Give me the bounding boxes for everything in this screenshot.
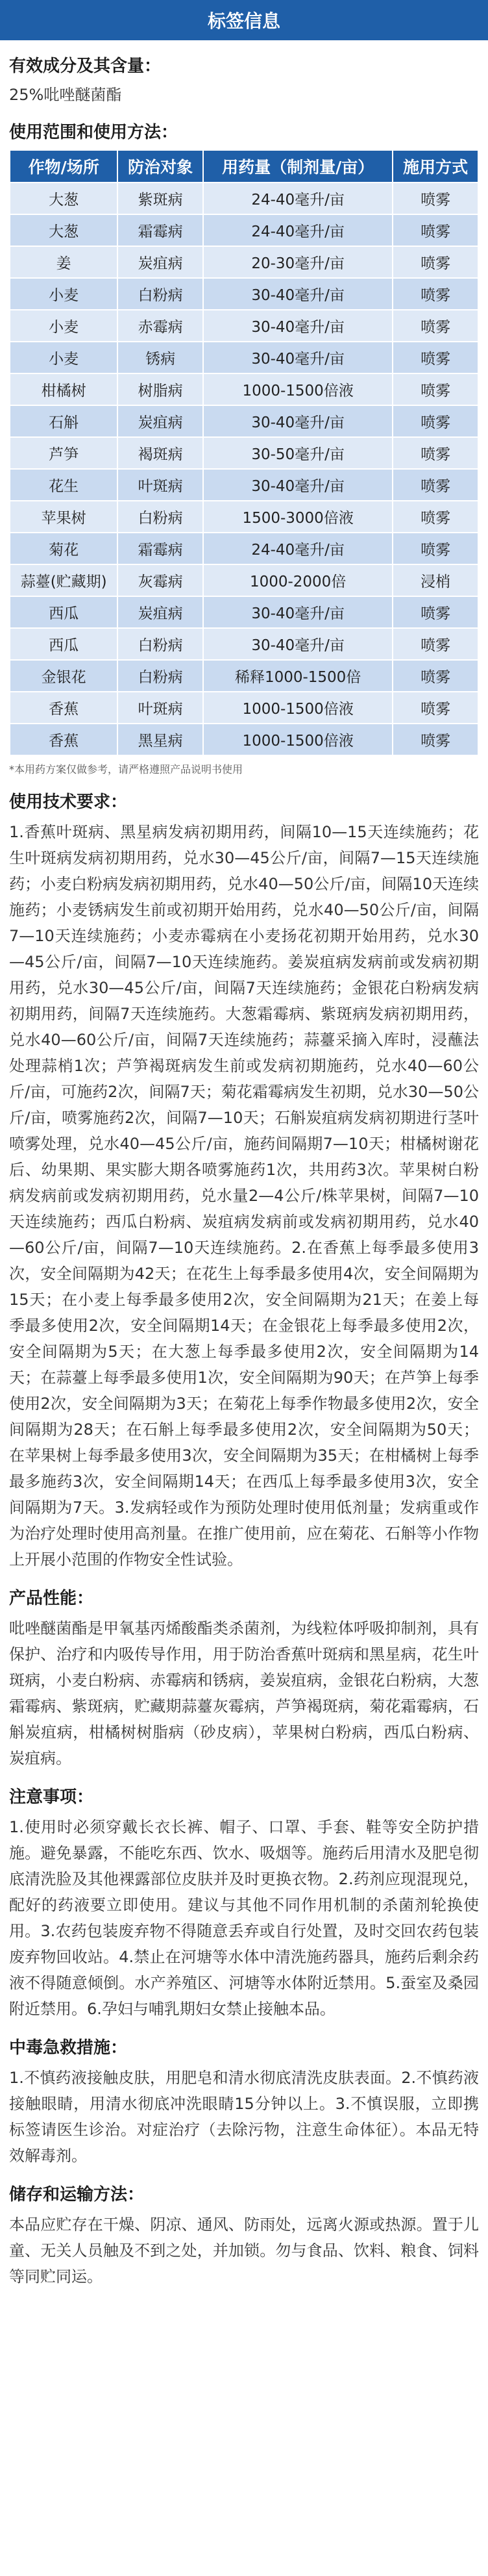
table-cell: 菊花 xyxy=(10,533,117,564)
table-cell: 叶斑病 xyxy=(117,469,203,501)
table-cell: 浸梢 xyxy=(393,564,478,596)
table-cell: 树脂病 xyxy=(117,373,203,405)
table-cell: 小麦 xyxy=(10,278,117,310)
table-cell: 花生 xyxy=(10,469,117,501)
table-cell: 喷雾 xyxy=(393,310,478,342)
table-cell: 24-40毫升/亩 xyxy=(203,183,393,214)
table-row xyxy=(10,405,478,437)
storage-title: 储存和运输方法： xyxy=(9,2185,145,2204)
table-cell: 紫斑病 xyxy=(117,183,203,214)
table-cell: 喷雾 xyxy=(393,596,478,628)
table-cell: 香蕉 xyxy=(10,724,117,755)
table-cell: 叶斑病 xyxy=(117,692,203,724)
table-cell: 赤霉病 xyxy=(117,310,203,342)
table-cell: 灰霉病 xyxy=(117,564,203,596)
usage-title: 使用范围和使用方法： xyxy=(9,123,178,142)
table-row xyxy=(10,278,478,310)
table-cell: 白粉病 xyxy=(117,278,203,310)
table-row xyxy=(10,373,478,405)
table-cell: 1500-3000倍液 xyxy=(203,501,393,533)
table-cell: 香蕉 xyxy=(10,692,117,724)
table-cell: 1000-1500倍液 xyxy=(203,692,393,724)
table-cell: 喷雾 xyxy=(393,405,478,437)
table-cell: 喷雾 xyxy=(393,342,478,373)
header-title: 标签信息 xyxy=(207,10,280,32)
table-cell: 炭疽病 xyxy=(117,405,203,437)
table-cell: 喷雾 xyxy=(393,628,478,660)
table-cell: 30-40毫升/亩 xyxy=(203,405,393,437)
table-cell: 黑星病 xyxy=(117,724,203,755)
table-row xyxy=(10,564,478,596)
table-row xyxy=(10,437,478,469)
table-cell: 喷雾 xyxy=(393,724,478,755)
table-cell: 金银花 xyxy=(10,660,117,692)
table-cell: 1000-2000倍 xyxy=(203,564,393,596)
table-cell: 喷雾 xyxy=(393,373,478,405)
storage-text: 本品应贮存在干燥、阴凉、通风、防雨处，远离火源或热源。置于儿童、无关人员触及不到之处，并加锁。勿与食品、饮料、粮食、饲料等同贮同运。 xyxy=(9,2216,479,2286)
table-cell: 20-30毫升/亩 xyxy=(203,246,393,278)
usage-note: *本用药方案仅做参考，请严格遵照产品说明书使用 xyxy=(9,763,243,776)
table-row xyxy=(10,628,478,660)
table-cell: 大葱 xyxy=(10,214,117,246)
table-cell: 白粉病 xyxy=(117,628,203,660)
table-cell: 喷雾 xyxy=(393,692,478,724)
table-cell: 炭疽病 xyxy=(117,596,203,628)
table-cell: 小麦 xyxy=(10,342,117,373)
table-row xyxy=(10,342,478,373)
table-cell: 喷雾 xyxy=(393,660,478,692)
table-cell: 西瓜 xyxy=(10,628,117,660)
performance-text: 吡唑醚菌酯是甲氧基丙烯酸酯类杀菌剂，为线粒体呼吸抑制剂，具有保护、治疗和内吸传导作用，用于防治香蕉叶斑病和黑星病，花生叶斑病，小麦白粉病、赤霉病和锈病，姜炭疽病，金银花白粉病，大葱霜霉病、紫斑病，贮藏期蒜薹灰霉病，芦笋褐斑病，菊花霜霉病，石斛炭疽病，柑橘树树脂病（砂皮病），苹果树白粉病，西瓜白粉病、炭疽病。 xyxy=(9,1619,479,1767)
usage-table xyxy=(9,149,479,756)
table-row xyxy=(10,724,478,755)
column-header: 作物/场所 xyxy=(10,150,117,183)
precautions-text: 1.使用时必须穿戴长衣长裤、帽子、口罩、手套、鞋等安全防护措施。避免暴露，不能吃东西、饮水、吸烟等。施药后用清水及肥皂彻底清洗脸及其他裸露部位皮肤并及时更换衣物。2.药剂应现混现兑，配好的药液要立即使用。建议与其他不同作用机制的杀菌剂轮换使用。3.农药包装废弃物不得随意丢弃或自行处置，及时交回农药包装废弃物回收站。4.禁止在河塘等水体中清洗施药器具，施药后剩余药液不得随意倾倒。水产养殖区、河塘等水体附近禁用。5.蚕室及桑园附近禁用。6.孕妇与哺乳期妇女禁止接触本品。 xyxy=(9,1818,479,2018)
table-cell: 30-40毫升/亩 xyxy=(203,342,393,373)
column-header: 施用方式 xyxy=(393,150,478,183)
table-cell: 30-50毫升/亩 xyxy=(203,437,393,469)
table-row xyxy=(10,214,478,246)
table-cell: 稀释1000-1500倍 xyxy=(203,660,393,692)
ingredient-value: 25%吡唑醚菌酯 xyxy=(9,86,122,104)
table-cell: 24-40毫升/亩 xyxy=(203,214,393,246)
table-cell: 喷雾 xyxy=(393,437,478,469)
table-row xyxy=(10,692,478,724)
table-cell: 30-40毫升/亩 xyxy=(203,628,393,660)
table-cell: 喷雾 xyxy=(393,183,478,214)
precautions-title: 注意事项： xyxy=(9,1787,94,1807)
performance-title: 产品性能： xyxy=(9,1589,94,1608)
table-row xyxy=(10,533,478,564)
column-header: 用药量（制剂量/亩） xyxy=(203,150,393,183)
table-row xyxy=(10,183,478,214)
table-row xyxy=(10,501,478,533)
usage-table-body xyxy=(10,183,478,755)
label-content xyxy=(0,55,488,2303)
table-cell: 白粉病 xyxy=(117,501,203,533)
table-row xyxy=(10,660,478,692)
column-header: 防治对象 xyxy=(117,150,203,183)
table-cell: 苹果树 xyxy=(10,501,117,533)
table-cell: 姜 xyxy=(10,246,117,278)
table-cell: 西瓜 xyxy=(10,596,117,628)
table-cell: 1000-1500倍液 xyxy=(203,724,393,755)
page-header xyxy=(0,0,488,40)
table-cell: 柑橘树 xyxy=(10,373,117,405)
table-cell: 30-40毫升/亩 xyxy=(203,469,393,501)
table-cell: 喷雾 xyxy=(393,214,478,246)
first-aid-title: 中毒急救措施： xyxy=(9,2038,128,2058)
technique-title: 使用技术要求： xyxy=(9,792,128,812)
table-cell: 30-40毫升/亩 xyxy=(203,310,393,342)
table-cell: 大葱 xyxy=(10,183,117,214)
table-row xyxy=(10,310,478,342)
table-cell: 30-40毫升/亩 xyxy=(203,278,393,310)
first-aid-text: 1.不慎药液接触皮肤，用肥皂和清水彻底清洗皮肤表面。2.不慎药液接触眼睛，用清水彻底冲洗眼睛15分钟以上。3.不慎误服，立即携标签请医生诊治。对症治疗（去除污物，注意生命体征）。本品无特效解毒剂。 xyxy=(9,2069,479,2165)
table-cell: 芦笋 xyxy=(10,437,117,469)
table-cell: 白粉病 xyxy=(117,660,203,692)
table-cell: 炭疽病 xyxy=(117,246,203,278)
table-cell: 1000-1500倍液 xyxy=(203,373,393,405)
usage-table-header xyxy=(10,150,478,183)
table-cell: 24-40毫升/亩 xyxy=(203,533,393,564)
ingredient-title: 有效成分及其含量： xyxy=(9,57,162,76)
table-cell: 锈病 xyxy=(117,342,203,373)
table-cell: 褐斑病 xyxy=(117,437,203,469)
table-row xyxy=(10,596,478,628)
table-cell: 霜霉病 xyxy=(117,214,203,246)
table-cell: 30-40毫升/亩 xyxy=(203,596,393,628)
table-row xyxy=(10,246,478,278)
table-cell: 喷雾 xyxy=(393,533,478,564)
table-cell: 霜霉病 xyxy=(117,533,203,564)
table-cell: 喷雾 xyxy=(393,501,478,533)
table-cell: 石斛 xyxy=(10,405,117,437)
technique-text: 1.香蕉叶斑病、黑星病发病初期用药，间隔10—15天连续施药；花生叶斑病发病初期用药，兑水30—45公斤/亩，间隔7—15天连续施药；小麦白粉病发病初期用药，兑水40—50公斤/亩，间隔10天连续施药；小麦锈病发生前或初期开始用药，兑水40—50公斤/亩，间隔7—10天连续施药；小麦赤霉病在小麦扬花初期开始用药，兑水30—45公斤/亩，间隔7—10天连续施药。姜炭疽病发病前或发病初期用药，兑水30—45公斤/亩，间隔7天连续施药；金银花白粉病发病初期用药，间隔7天连续施药。大葱霜霉病、紫斑病发病初期用药，兑水40—60公斤/亩，间隔7天连续施药；蒜薹采摘入库时，浸蘸法处理蒜梢1次；芦笋褐斑病发生前或发病初期施药，兑水40—60公斤/亩，可施药2次，间隔7天；菊花霜霉病发生初期，兑水30—50公斤/亩，喷雾施药2次，间隔7—10天；石斛炭疽病发病初期进行茎叶喷雾处理，兑水40—45公斤/亩，施药间隔期7—10天；柑橘树谢花后、幼果期、果实膨大期各喷雾施药1次，共用药3次。苹果树白粉病发病前或发病初期用药，兑水量2—4公斤/株苹果树，间隔7—10天连续施药；西瓜白粉病、炭疽病发病前或发病初期用药，兑水40—60公斤/亩，间隔7—10天连续施药。2.在香蕉上每季最多使用3次，安全间隔期为42天；在花生上每季最多使用4次，安全间隔期为15天；在小麦上每季最多使用2次，安全间隔期为21天；在姜上每季最多使用2次，安全间隔期14天；在金银花上每季最多使用2次，安全间隔期为5天；在大葱上每季最多使用2次，安全间隔期为14天；在蒜薹上每季最多使用1次，安全间隔期为90天；在芦笋上每季使用2次，安全间隔期为3天；在菊花上每季作物最多使用2次，安全间隔期为28天；在石斛上每季最多使用2次，安全间隔期为50天；在苹果树上每季最多使用3次，安全间隔期为35天；在柑橘树上每季最多施药3次，安全间隔期14天；在西瓜上每季最多使用3次，安全间隔期为7天。3.发病轻或作为预防处理时使用低剂量；发病重或作为治疗处理时使用高剂量。在推广使用前，应在菊花、石斛等小作物上开展小范围的作物安全性试验。 xyxy=(9,823,479,1569)
table-cell: 喷雾 xyxy=(393,469,478,501)
table-cell: 小麦 xyxy=(10,310,117,342)
table-cell: 喷雾 xyxy=(393,278,478,310)
table-cell: 蒜薹(贮藏期) xyxy=(10,564,117,596)
table-row xyxy=(10,469,478,501)
table-cell: 喷雾 xyxy=(393,246,478,278)
